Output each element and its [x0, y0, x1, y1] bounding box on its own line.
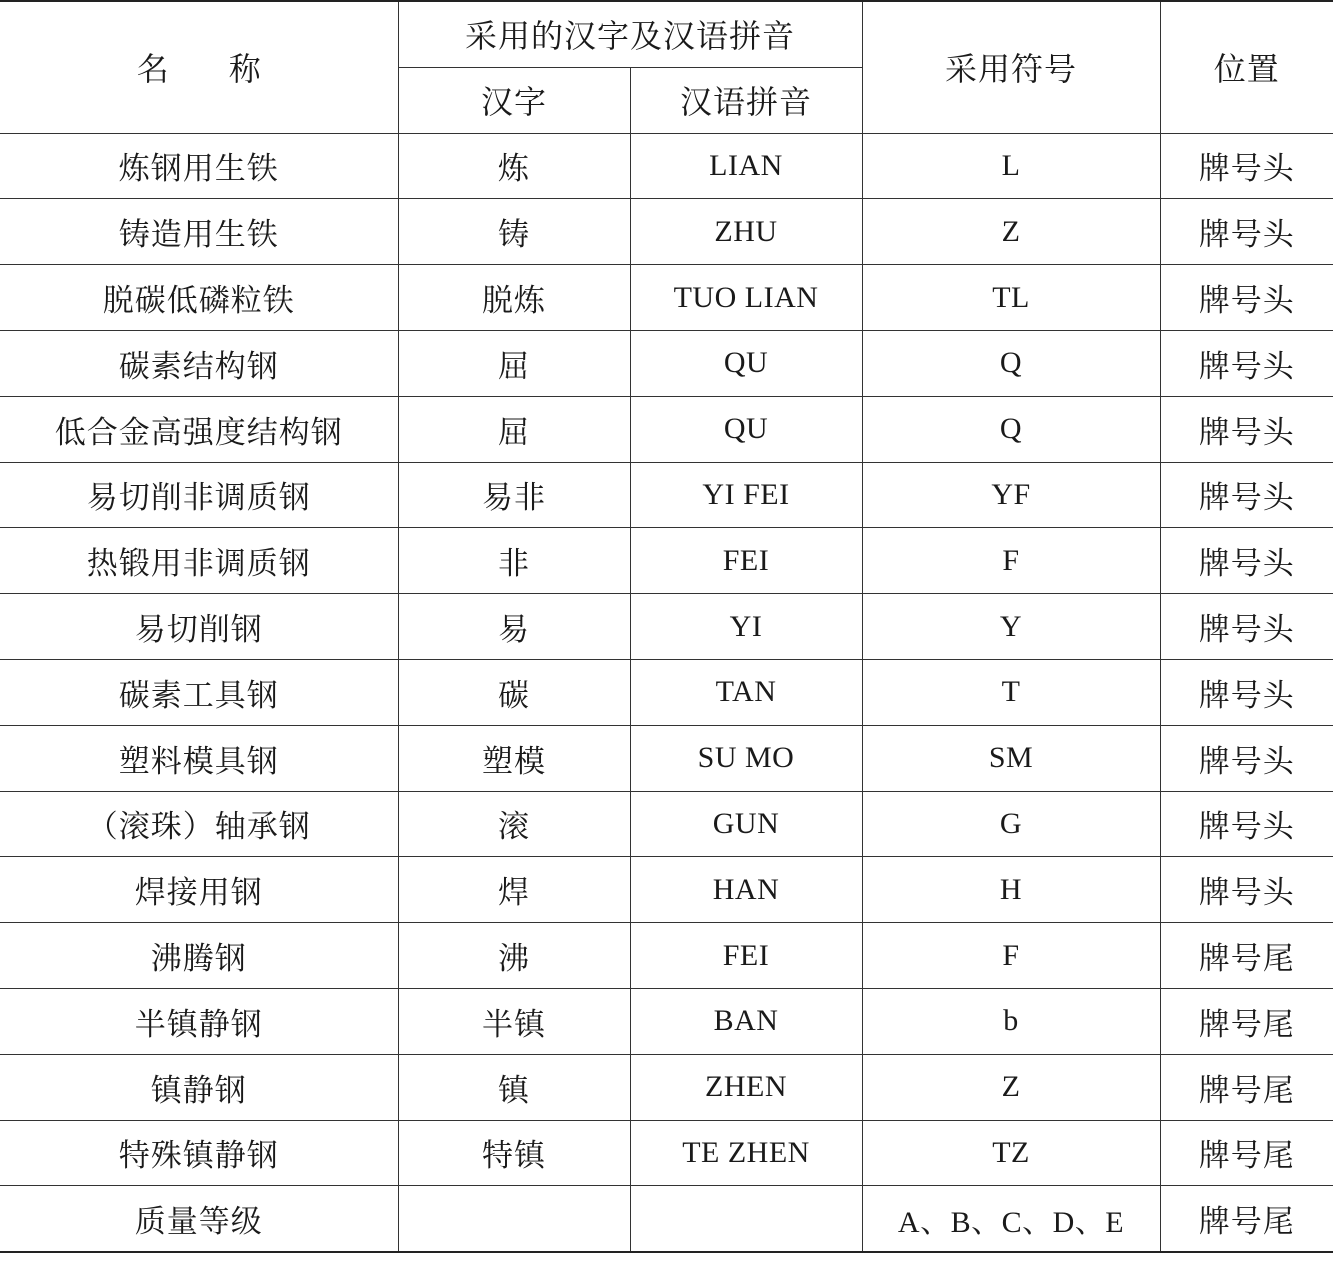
- cell-position: 牌号尾: [1160, 923, 1333, 989]
- cell-position: 牌号头: [1160, 857, 1333, 923]
- cell-hanzi: 塑模: [398, 725, 630, 791]
- cell-hanzi: 屈: [398, 396, 630, 462]
- cell-symbol: YF: [862, 462, 1160, 528]
- cell-name: 脱碳低磷粒铁: [0, 265, 398, 331]
- cell-position: 牌号头: [1160, 725, 1333, 791]
- cell-position: 牌号头: [1160, 396, 1333, 462]
- cell-hanzi: 焊: [398, 857, 630, 923]
- cell-pinyin: LIAN: [630, 133, 862, 199]
- cell-pinyin: YI: [630, 594, 862, 660]
- cell-position: 牌号头: [1160, 133, 1333, 199]
- cell-hanzi: 炼: [398, 133, 630, 199]
- cell-name: 热锻用非调质钢: [0, 528, 398, 594]
- cell-hanzi: 碳: [398, 659, 630, 725]
- cell-pinyin: HAN: [630, 857, 862, 923]
- cell-name: 碳素结构钢: [0, 330, 398, 396]
- cell-hanzi: 非: [398, 528, 630, 594]
- cell-symbol: TL: [862, 265, 1160, 331]
- cell-position: 牌号头: [1160, 330, 1333, 396]
- table-row: [0, 1054, 1333, 1120]
- cell-name: 易切削钢: [0, 594, 398, 660]
- table-row: [0, 1186, 1333, 1252]
- table-row: [0, 594, 1333, 660]
- cell-pinyin: TAN: [630, 659, 862, 725]
- table-row: [0, 725, 1333, 791]
- cell-pinyin: FEI: [630, 923, 862, 989]
- cell-position: 牌号头: [1160, 265, 1333, 331]
- cell-symbol: Z: [862, 1054, 1160, 1120]
- cell-symbol: Q: [862, 330, 1160, 396]
- cell-name: 易切削非调质钢: [0, 462, 398, 528]
- table-row: [0, 199, 1333, 265]
- cell-pinyin: QU: [630, 396, 862, 462]
- cell-name: 低合金高强度结构钢: [0, 396, 398, 462]
- table-row: [0, 659, 1333, 725]
- cell-position: 牌号头: [1160, 659, 1333, 725]
- cell-symbol: TZ: [862, 1120, 1160, 1186]
- cell-hanzi: 易非: [398, 462, 630, 528]
- cell-pinyin: TUO LIAN: [630, 265, 862, 331]
- header-row-1: [0, 1, 1333, 67]
- cell-name: 特殊镇静钢: [0, 1120, 398, 1186]
- cell-hanzi: 半镇: [398, 988, 630, 1054]
- cell-symbol: G: [862, 791, 1160, 857]
- header-pinyin: 汉语拼音: [630, 67, 862, 133]
- cell-symbol: Y: [862, 594, 1160, 660]
- cell-symbol: H: [862, 857, 1160, 923]
- cell-hanzi: 易: [398, 594, 630, 660]
- table-row: [0, 528, 1333, 594]
- cell-hanzi: 铸: [398, 199, 630, 265]
- cell-pinyin: FEI: [630, 528, 862, 594]
- cell-name: 镇静钢: [0, 1054, 398, 1120]
- table-row: [0, 133, 1333, 199]
- cell-symbol: b: [862, 988, 1160, 1054]
- header-hanzi: 汉字: [398, 67, 630, 133]
- cell-pinyin: ZHU: [630, 199, 862, 265]
- cell-position: 牌号头: [1160, 199, 1333, 265]
- cell-name: 焊接用钢: [0, 857, 398, 923]
- cell-name: 沸腾钢: [0, 923, 398, 989]
- table-row: [0, 791, 1333, 857]
- header-symbol: 采用符号: [862, 1, 1160, 133]
- cell-hanzi: 特镇: [398, 1120, 630, 1186]
- cell-position: 牌号尾: [1160, 988, 1333, 1054]
- cell-name: （滚珠）轴承钢: [0, 791, 398, 857]
- table-row: [0, 988, 1333, 1054]
- cell-position: 牌号头: [1160, 594, 1333, 660]
- cell-name: 半镇静钢: [0, 988, 398, 1054]
- cell-position: 牌号尾: [1160, 1186, 1333, 1252]
- cell-pinyin: TE ZHEN: [630, 1120, 862, 1186]
- cell-name: 碳素工具钢: [0, 659, 398, 725]
- table-row: [0, 923, 1333, 989]
- cell-symbol: T: [862, 659, 1160, 725]
- cell-symbol: A、B、C、D、E: [862, 1186, 1160, 1252]
- cell-hanzi: 镇: [398, 1054, 630, 1120]
- cell-pinyin: [630, 1186, 862, 1252]
- cell-symbol: Z: [862, 199, 1160, 265]
- header-position: 位置: [1160, 1, 1333, 133]
- cell-name: 质量等级: [0, 1186, 398, 1252]
- cell-pinyin: YI FEI: [630, 462, 862, 528]
- table-row: [0, 330, 1333, 396]
- cell-hanzi: [398, 1186, 630, 1252]
- table-row: [0, 462, 1333, 528]
- cell-symbol: F: [862, 528, 1160, 594]
- cell-symbol: SM: [862, 725, 1160, 791]
- cell-position: 牌号尾: [1160, 1120, 1333, 1186]
- table-row: [0, 857, 1333, 923]
- table-row: [0, 265, 1333, 331]
- cell-pinyin: GUN: [630, 791, 862, 857]
- table-row: [0, 396, 1333, 462]
- cell-name: 塑料模具钢: [0, 725, 398, 791]
- table-row: [0, 1120, 1333, 1186]
- cell-position: 牌号尾: [1160, 1054, 1333, 1120]
- cell-position: 牌号头: [1160, 462, 1333, 528]
- cell-hanzi: 滚: [398, 791, 630, 857]
- cell-symbol: Q: [862, 396, 1160, 462]
- header-name: 名称: [0, 1, 398, 133]
- cell-pinyin: BAN: [630, 988, 862, 1054]
- cell-pinyin: ZHEN: [630, 1054, 862, 1120]
- cell-pinyin: QU: [630, 330, 862, 396]
- cell-position: 牌号头: [1160, 528, 1333, 594]
- cell-symbol: F: [862, 923, 1160, 989]
- header-hanzi-pinyin-group: 采用的汉字及汉语拼音: [398, 1, 862, 67]
- table-header: [0, 1, 1333, 133]
- cell-symbol: L: [862, 133, 1160, 199]
- table-body: [0, 133, 1333, 1252]
- cell-hanzi: 屈: [398, 330, 630, 396]
- cell-position: 牌号头: [1160, 791, 1333, 857]
- cell-name: 铸造用生铁: [0, 199, 398, 265]
- cell-hanzi: 沸: [398, 923, 630, 989]
- cell-pinyin: SU MO: [630, 725, 862, 791]
- cell-hanzi: 脱炼: [398, 265, 630, 331]
- cell-name: 炼钢用生铁: [0, 133, 398, 199]
